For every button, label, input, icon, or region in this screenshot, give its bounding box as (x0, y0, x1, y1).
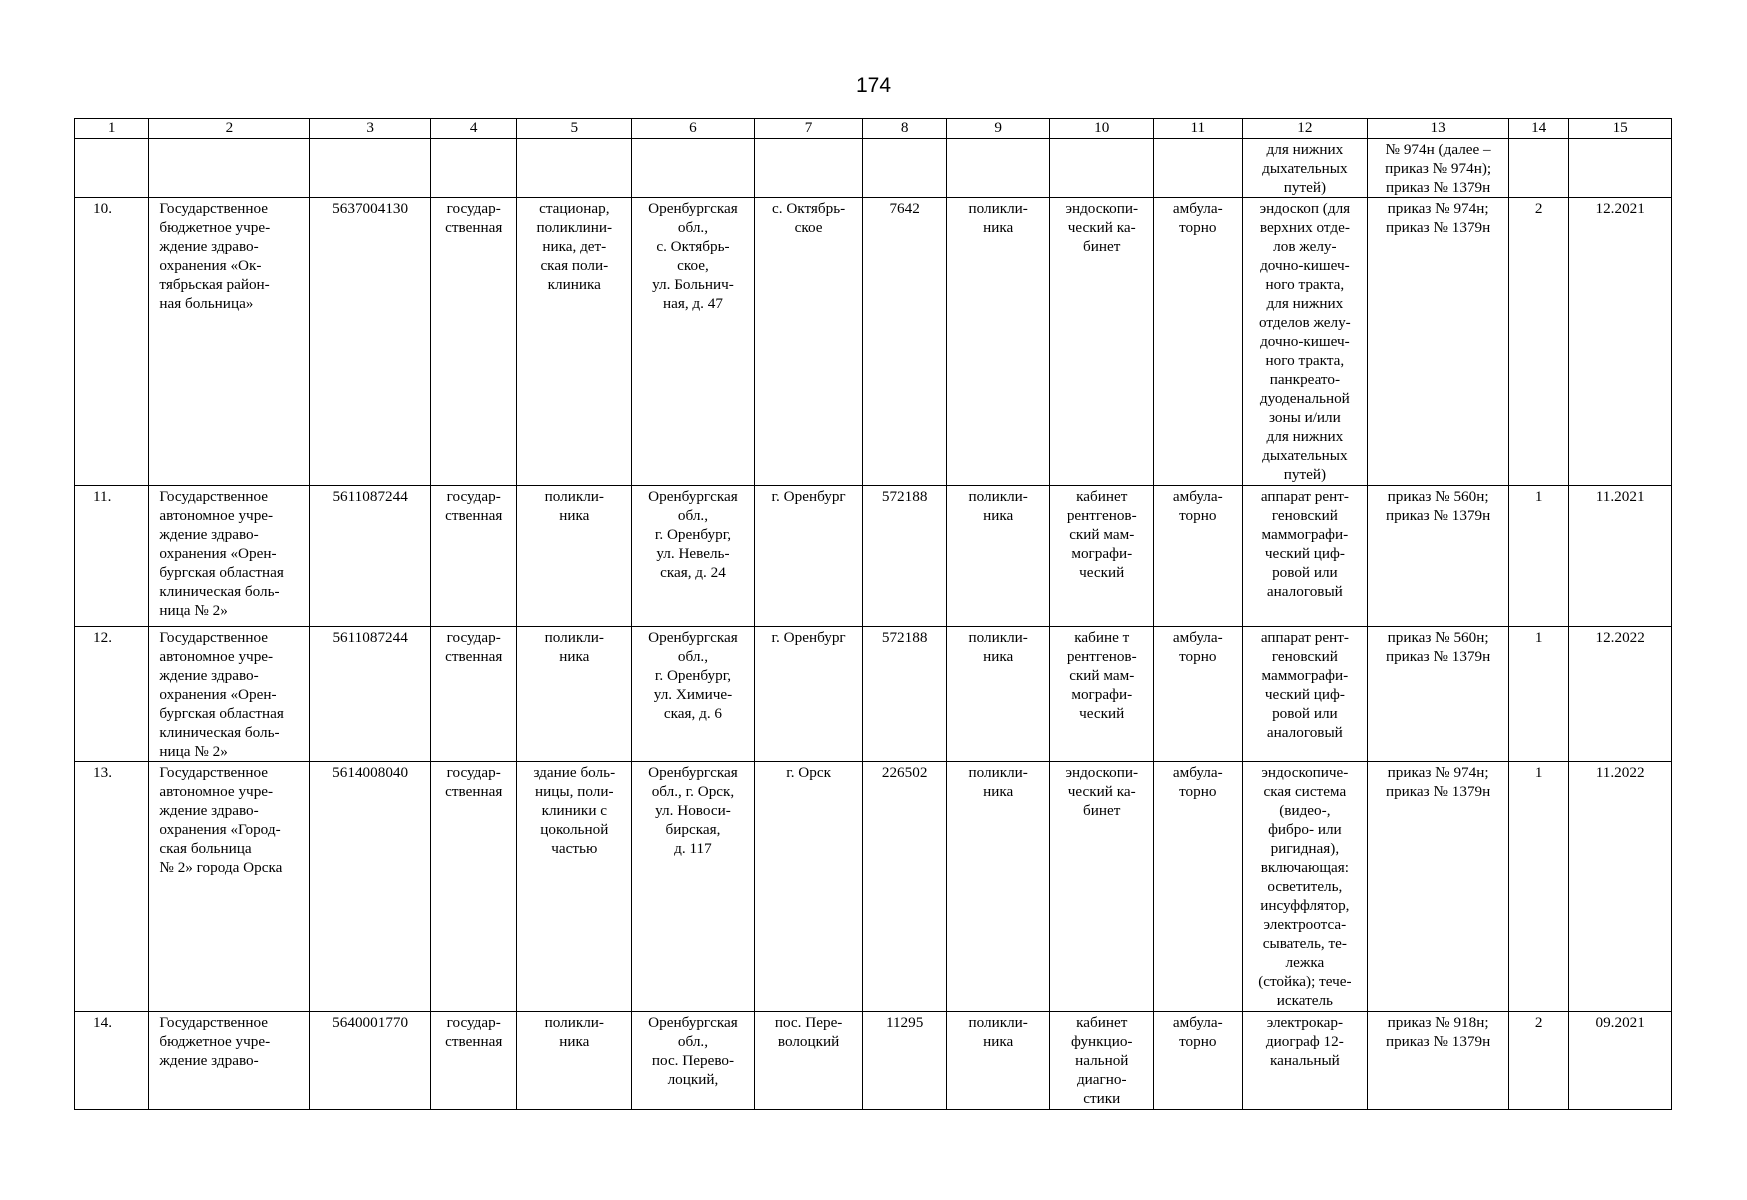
building-type: поликли- ника (517, 1012, 632, 1110)
address: Оренбургская обл., г. Оренбург, ул. Химиче- ская, д. 6 (632, 627, 755, 762)
organization-name: Государственное автономное учре- ждение здраво- охранения «Орен- бургская областная клиническая боль- ница № 2» (149, 627, 310, 762)
cabinet (1050, 139, 1154, 198)
settlement: с. Октябрь- ское (754, 198, 863, 486)
orders: приказ № 918н; приказ № 1379н (1368, 1012, 1509, 1110)
quantity (1509, 139, 1569, 198)
unit-type: поликли- ника (946, 486, 1050, 627)
table-row (75, 627, 1672, 762)
equipment: эндоскоп (для верхних отде- лов желу- дочно-кишеч- ного тракта, для нижних отделов желу- дочно-кишеч- ного тракта, панкреато- дуоденальной зоны и/или для нижних дыхательных путей) (1242, 198, 1368, 486)
unit-type: поликли- ника (946, 1012, 1050, 1110)
care-conditions (1154, 139, 1242, 198)
cabinet: кабинет функцио- нальной диагно- стики (1050, 1012, 1154, 1110)
population: 7642 (863, 198, 946, 486)
address: Оренбургская обл., г. Орск, ул. Новоси- бирская, д. 117 (632, 762, 755, 1012)
inn (310, 139, 431, 198)
page-number: 174 (855, 74, 892, 97)
column-header: 4 (430, 119, 516, 139)
date: 11.2021 (1569, 486, 1672, 627)
settlement: пос. Пере- волоцкий (754, 1012, 863, 1110)
date: 11.2022 (1569, 762, 1672, 1012)
column-header: 15 (1569, 119, 1672, 139)
ownership-form (430, 139, 516, 198)
care-conditions: амбула- торно (1154, 198, 1242, 486)
quantity: 1 (1509, 486, 1569, 627)
date: 12.2022 (1569, 627, 1672, 762)
medical-equipment-table (74, 118, 1672, 1110)
care-conditions: амбула- торно (1154, 762, 1242, 1012)
table-row (75, 1012, 1672, 1110)
population (863, 139, 946, 198)
population: 572188 (863, 627, 946, 762)
ownership-form: государ- ственная (430, 486, 516, 627)
table-row-continuation (75, 139, 1672, 198)
row-number: 10. (75, 198, 149, 486)
organization-name: Государственное бюджетное учре- ждение здраво- охранения «Ок- тябрьская район- ная больница» (149, 198, 310, 486)
equipment: электрокар- диограф 12- канальный (1242, 1012, 1368, 1110)
building-type: стационар, поликлини- ника, дет- ская поли- клиника (517, 198, 632, 486)
column-header: 7 (754, 119, 863, 139)
ownership-form: государ- ственная (430, 198, 516, 486)
population: 11295 (863, 1012, 946, 1110)
ownership-form: государ- ственная (430, 627, 516, 762)
cabinet: кабине т рентгенов- ский мам- мографи- ческий (1050, 627, 1154, 762)
quantity: 1 (1509, 627, 1569, 762)
cabinet: эндоскопи- ческий ка- бинет (1050, 762, 1154, 1012)
column-header: 6 (632, 119, 755, 139)
inn: 5614008040 (310, 762, 431, 1012)
building-type: поликли- ника (517, 486, 632, 627)
orders: приказ № 974н; приказ № 1379н (1368, 198, 1509, 486)
equipment: эндоскопиче- ская система (видео-, фибро- или ригидная), включающая: осветитель, инсуффлятор, электроотса- сыватель, те- лежка (стойка); тече- искатель (1242, 762, 1368, 1012)
inn: 5637004130 (310, 198, 431, 486)
quantity: 2 (1509, 198, 1569, 486)
orders: приказ № 560н; приказ № 1379н (1368, 486, 1509, 627)
address: Оренбургская обл., г. Оренбург, ул. Невель- ская, д. 24 (632, 486, 755, 627)
address: Оренбургская обл., с. Октябрь- ское, ул. Больнич- ная, д. 47 (632, 198, 755, 486)
date: 12.2021 (1569, 198, 1672, 486)
orders: приказ № 560н; приказ № 1379н (1368, 627, 1509, 762)
column-number-row (75, 119, 1672, 139)
organization-name: Государственное бюджетное учре- ждение здраво- (149, 1012, 310, 1110)
quantity: 2 (1509, 1012, 1569, 1110)
care-conditions: амбула- торно (1154, 486, 1242, 627)
column-header: 14 (1509, 119, 1569, 139)
settlement: г. Оренбург (754, 486, 863, 627)
column-header: 2 (149, 119, 310, 139)
unit-type: поликли- ника (946, 762, 1050, 1012)
unit-type: поликли- ника (946, 198, 1050, 486)
equipment: аппарат рент- геновский маммографи- ческий циф- ровой или аналоговый (1242, 627, 1368, 762)
row-number: 13. (75, 762, 149, 1012)
organization-name (149, 139, 310, 198)
building-type: поликли- ника (517, 627, 632, 762)
orders: приказ № 974н; приказ № 1379н (1368, 762, 1509, 1012)
care-conditions: амбула- торно (1154, 627, 1242, 762)
date: 09.2021 (1569, 1012, 1672, 1110)
settlement: г. Орск (754, 762, 863, 1012)
cabinet: эндоскопи- ческий ка- бинет (1050, 198, 1154, 486)
inn: 5640001770 (310, 1012, 431, 1110)
column-header: 3 (310, 119, 431, 139)
column-header: 8 (863, 119, 946, 139)
orders: № 974н (далее – приказ № 974н); приказ № 1379н (1368, 139, 1509, 198)
settlement: г. Оренбург (754, 627, 863, 762)
inn: 5611087244 (310, 627, 431, 762)
building-type (517, 139, 632, 198)
column-header: 13 (1368, 119, 1509, 139)
row-number: 11. (75, 486, 149, 627)
care-conditions: амбула- торно (1154, 1012, 1242, 1110)
row-number: 12. (75, 627, 149, 762)
table-row (75, 486, 1672, 627)
table-row (75, 762, 1672, 1012)
quantity: 1 (1509, 762, 1569, 1012)
address (632, 139, 755, 198)
ownership-form: государ- ственная (430, 762, 516, 1012)
equipment: аппарат рент- геновский маммографи- ческий циф- ровой или аналоговый (1242, 486, 1368, 627)
row-number: 14. (75, 1012, 149, 1110)
column-header: 5 (517, 119, 632, 139)
column-header: 9 (946, 119, 1050, 139)
inn: 5611087244 (310, 486, 431, 627)
ownership-form: государ- ственная (430, 1012, 516, 1110)
population: 572188 (863, 486, 946, 627)
organization-name: Государственное автономное учре- ждение здраво- охранения «Орен- бургская областная клиническая боль- ница № 2» (149, 486, 310, 627)
building-type: здание боль- ницы, поли- клиники с цокольной частью (517, 762, 632, 1012)
cabinet: кабинет рентгенов- ский мам- мографи- ческий (1050, 486, 1154, 627)
address: Оренбургская обл., пос. Перево- лоцкий, (632, 1012, 755, 1110)
settlement (754, 139, 863, 198)
equipment: для нижних дыхательных путей) (1242, 139, 1368, 198)
column-header: 1 (75, 119, 149, 139)
column-header: 10 (1050, 119, 1154, 139)
population: 226502 (863, 762, 946, 1012)
row-number (75, 139, 149, 198)
unit-type: поликли- ника (946, 627, 1050, 762)
unit-type (946, 139, 1050, 198)
column-header: 11 (1154, 119, 1242, 139)
table-row (75, 198, 1672, 486)
column-header: 12 (1242, 119, 1368, 139)
date (1569, 139, 1672, 198)
organization-name: Государственное автономное учре- ждение здраво- охранения «Город- ская больница № 2» города Орска (149, 762, 310, 1012)
